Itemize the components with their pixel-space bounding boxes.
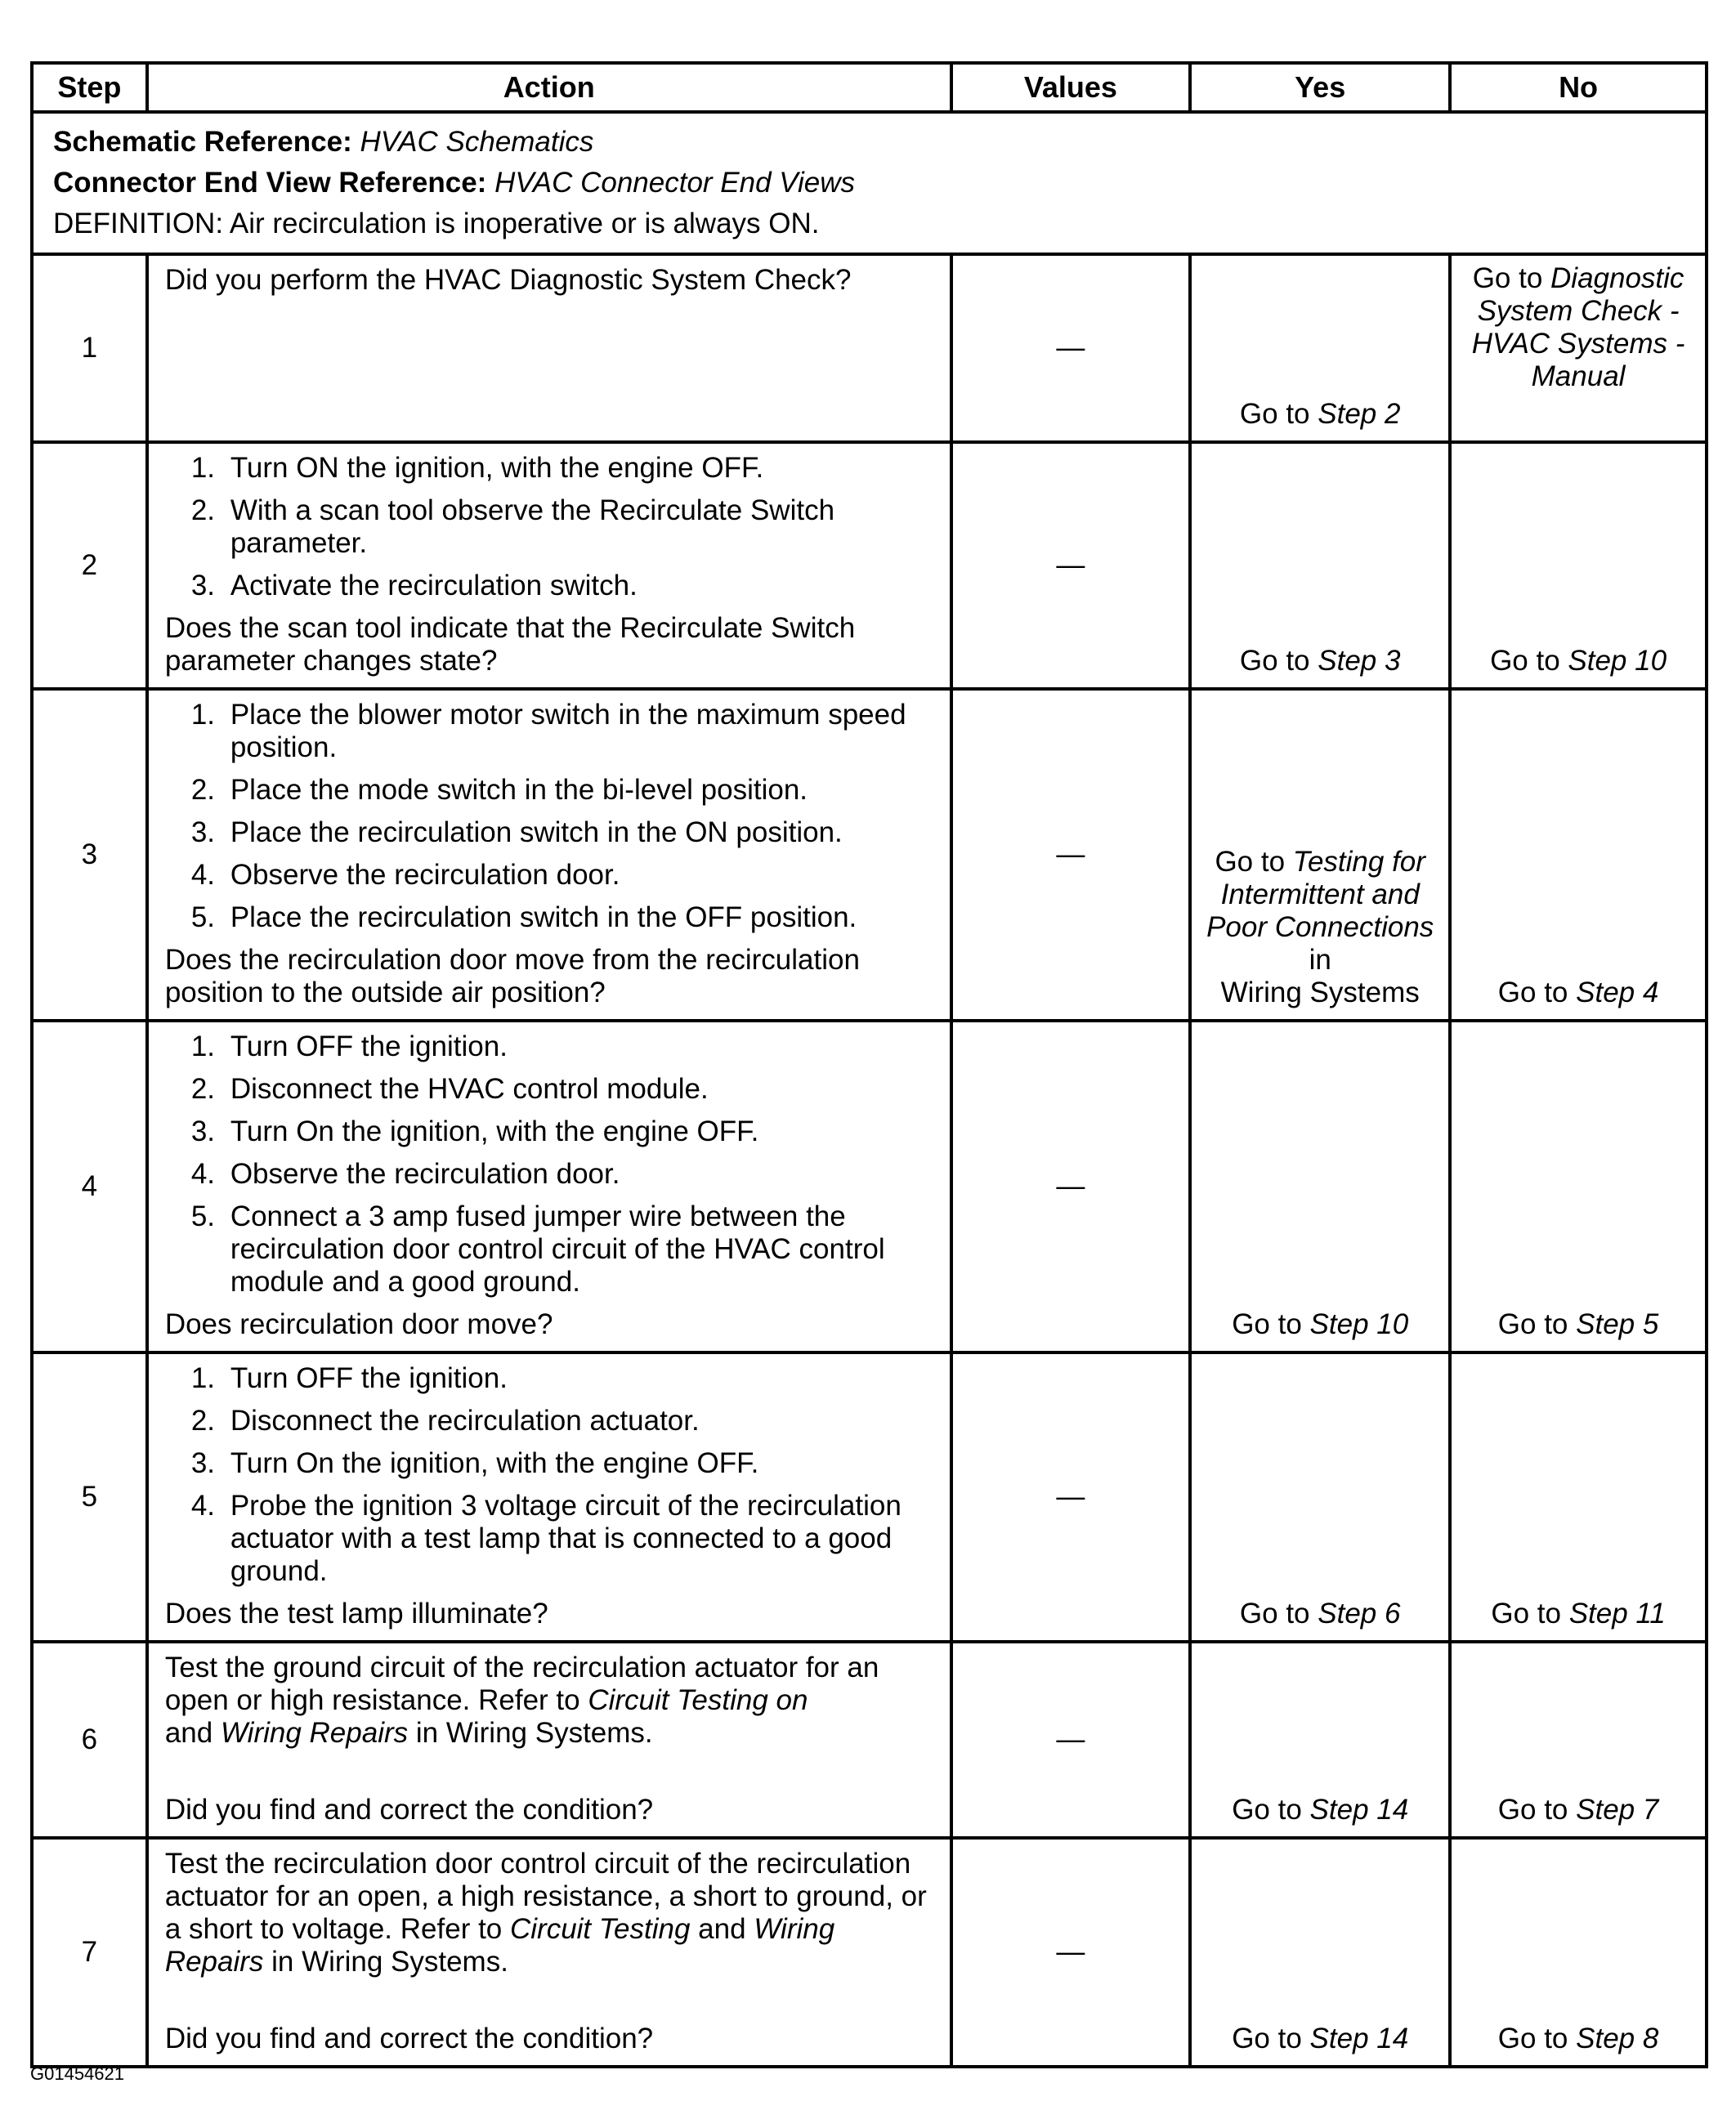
- yes-cell: Go to Step 10: [1190, 1021, 1450, 1352]
- yes-link: Step 3: [1318, 645, 1401, 677]
- step-number: 1: [32, 254, 147, 442]
- list-item: 3. Turn On the ignition, with the engine OFF.: [190, 1447, 759, 1479]
- list-item: 2. Place the mode switch in the bi-level position.: [190, 774, 808, 806]
- table-row: [32, 1838, 1707, 2067]
- reference-cell: [32, 112, 1707, 254]
- no-link: Diagnostic System Check - HVAC Systems - Manual: [1471, 262, 1685, 392]
- step-number: 4: [32, 1021, 147, 1352]
- list-item: 1. Place the blower motor switch in the maximum speed position.: [190, 699, 906, 763]
- no-link: Step 7: [1576, 1794, 1659, 1826]
- header-no: No: [1450, 63, 1707, 112]
- yes-cell: [1190, 254, 1450, 442]
- table-row: [32, 689, 1707, 1021]
- list-item: 2. Disconnect the HVAC control module.: [190, 1073, 709, 1105]
- step-number: 7: [32, 1838, 147, 2067]
- action-cell: [147, 254, 951, 442]
- no-link: Step 11: [1568, 1598, 1666, 1630]
- values-cell: —: [951, 1021, 1191, 1352]
- action-cell: [147, 1352, 951, 1642]
- values-cell: —: [951, 442, 1191, 689]
- no-link: Step 4: [1576, 977, 1659, 1008]
- diagnostic-table: [30, 61, 1708, 2068]
- no-prefix: Go to: [1472, 262, 1551, 294]
- yes-prefix: Go to: [1239, 398, 1318, 430]
- no-cell: Go to Step 4: [1450, 689, 1707, 1021]
- no-cell: Go to Step 10: [1450, 442, 1707, 689]
- schematic-reference-label: Schematic Reference:: [53, 126, 352, 158]
- reference-row: [32, 112, 1707, 254]
- action-cell: [147, 1838, 951, 2067]
- action-cell: [147, 1021, 951, 1352]
- values-cell: —: [951, 1352, 1191, 1642]
- list-item: 3. Turn On the ignition, with the engine OFF.: [190, 1115, 759, 1147]
- list-item: 5. Place the recirculation switch in the OFF position.: [190, 901, 857, 933]
- yes-link: Step 14: [1309, 2023, 1409, 2054]
- yes-cell: Go to Step 14: [1190, 1838, 1450, 2067]
- yes-link: Step 6: [1318, 1598, 1401, 1630]
- yes-link: Testing for Intermittent and Poor Connections: [1206, 846, 1434, 943]
- list-item: 3. Activate the recirculation switch.: [190, 570, 638, 601]
- action-question: Did you find and correct the condition?: [164, 1794, 654, 1826]
- list-item: 2. With a scan tool observe the Recirculate Switch parameter.: [190, 494, 835, 559]
- list-item: 1. Turn OFF the ignition.: [190, 1030, 508, 1062]
- circuit-testing-link: Circuit Testing on: [588, 1684, 808, 1716]
- list-item: 4. Observe the recirculation door.: [190, 859, 620, 891]
- action-question: Does the recirculation door move from the recirculation position to the outside air position?: [164, 944, 860, 1008]
- list-item: 1. Turn OFF the ignition.: [190, 1362, 508, 1394]
- yes-cell: Go to Step 3: [1190, 442, 1450, 689]
- list-item: 3. Place the recirculation switch in the ON position.: [190, 816, 843, 848]
- wiring-repairs-link: Wiring Repairs: [164, 1913, 835, 1978]
- header-action: Action: [147, 63, 951, 112]
- action-cell: [147, 689, 951, 1021]
- values-cell: —: [951, 1642, 1191, 1838]
- circuit-testing-link: Circuit Testing: [509, 1913, 691, 1945]
- action-list: [165, 452, 933, 602]
- diagnostic-table-sheet: [30, 61, 1708, 2068]
- no-cell: Go to Step 11: [1450, 1352, 1707, 1642]
- values-cell: —: [951, 689, 1191, 1021]
- values-cell: —: [951, 254, 1191, 442]
- schematic-reference: [53, 122, 1685, 163]
- header-row: [32, 63, 1707, 112]
- wiring-repairs-link: Wiring Repairs: [220, 1717, 409, 1749]
- connector-reference-link: HVAC Connector End Views: [494, 167, 856, 199]
- step-number: 6: [32, 1642, 147, 1838]
- action-list: [165, 1362, 933, 1588]
- action-paragraph: Test the ground circuit of the recirculation actuator for an open or high resistance. Refer to Circuit Testing on and Wiring Repairs in Wiring Systems.: [164, 1652, 879, 1749]
- definition: DEFINITION: Air recirculation is inoperative or is always ON.: [53, 208, 820, 239]
- action-question: Does the scan tool indicate that the Recirculate Switch parameter changes state?: [164, 612, 856, 677]
- step-number: 3: [32, 689, 147, 1021]
- action-question: Did you perform the HVAC Diagnostic System Check?: [164, 264, 852, 296]
- no-link: Step 8: [1576, 2023, 1659, 2054]
- no-cell: Go to Step 7: [1450, 1642, 1707, 1838]
- yes-link: Step 10: [1309, 1308, 1409, 1340]
- step-number: 5: [32, 1352, 147, 1642]
- action-question: Does recirculation door move?: [164, 1308, 553, 1340]
- yes-cell: Go to Step 6: [1190, 1352, 1450, 1642]
- yes-cell: Go to Step 14: [1190, 1642, 1450, 1838]
- figure-id: G01454621: [30, 2063, 124, 2084]
- action-list: [165, 1030, 933, 1299]
- list-item: 2. Disconnect the recirculation actuator.: [190, 1405, 700, 1437]
- step-number: 2: [32, 442, 147, 689]
- action-paragraph: Test the recirculation door control circuit of the recirculation actuator for an open, a high resistance, a short to ground, or a short to voltage. Refer to Circuit Testing and Wiring Repairs in Wiring Systems.: [164, 1848, 927, 1978]
- no-cell: Go to Step 8: [1450, 1838, 1707, 2067]
- header-yes: Yes: [1190, 63, 1450, 112]
- list-item: 5. Connect a 3 amp fused jumper wire between the recirculation door control circuit of the HVAC control module and a good ground.: [190, 1200, 885, 1298]
- action-list: [165, 699, 933, 934]
- action-cell: [147, 1642, 951, 1838]
- header-values: Values: [951, 63, 1191, 112]
- table-row: [32, 254, 1707, 442]
- connector-reference-label: Connector End View Reference:: [53, 167, 487, 199]
- no-link: Step 5: [1576, 1308, 1659, 1340]
- header-step: Step: [32, 63, 147, 112]
- table-row: [32, 442, 1707, 689]
- values-cell: —: [951, 1838, 1191, 2067]
- action-question: Did you find and correct the condition?: [164, 2023, 654, 2054]
- action-question: Does the test lamp illuminate?: [164, 1598, 548, 1630]
- yes-link: Step 14: [1309, 1794, 1409, 1826]
- list-item: 1. Turn ON the ignition, with the engine OFF.: [190, 452, 764, 484]
- schematic-reference-link: HVAC Schematics: [360, 126, 594, 158]
- list-item: 4. Observe the recirculation door.: [190, 1158, 620, 1190]
- table-row: [32, 1642, 1707, 1838]
- list-item: 4. Probe the ignition 3 voltage circuit of the recirculation actuator with a test lamp that is connected to a good ground.: [190, 1490, 902, 1587]
- table-row: [32, 1352, 1707, 1642]
- no-cell: [1450, 254, 1707, 442]
- yes-link: Step 2: [1318, 398, 1401, 430]
- table-row: [32, 1021, 1707, 1352]
- yes-cell: Go to Testing for Intermittent and Poor Connections in Wiring Systems: [1190, 689, 1450, 1021]
- no-link: Step 10: [1568, 645, 1667, 677]
- connector-reference: [53, 163, 1685, 203]
- action-cell: [147, 442, 951, 689]
- no-cell: Go to Step 5: [1450, 1021, 1707, 1352]
